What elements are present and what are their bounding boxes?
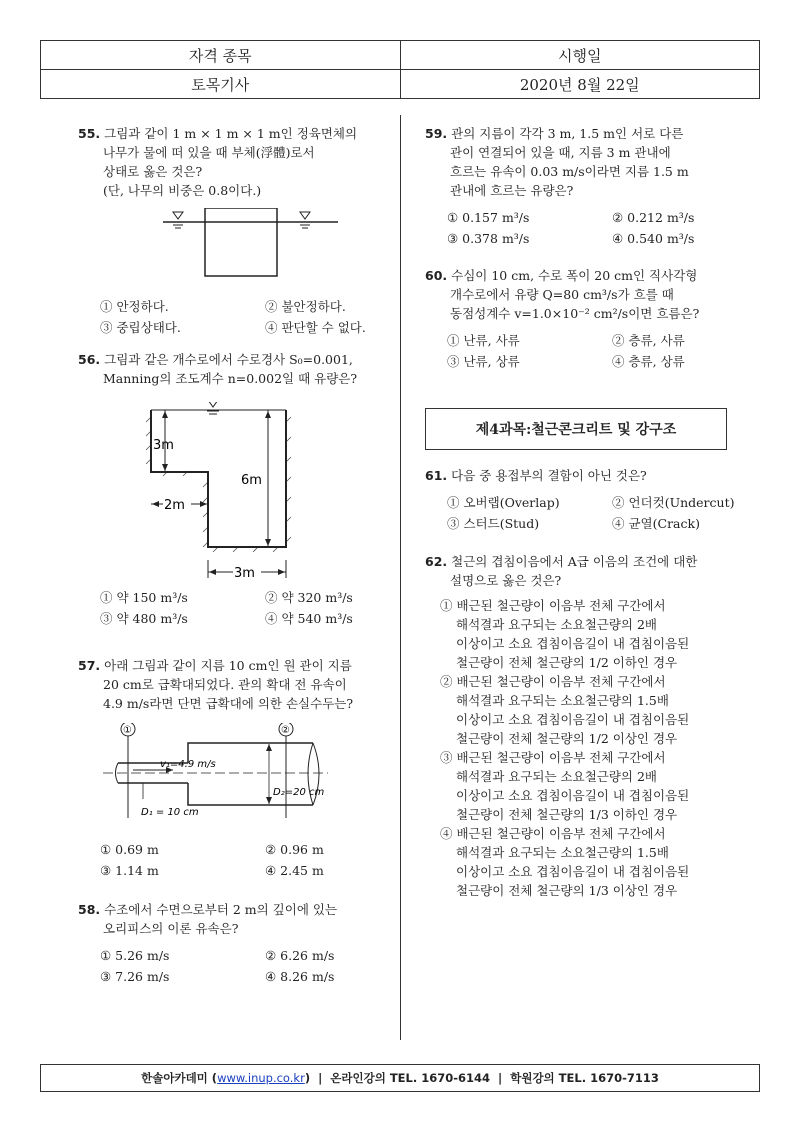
header-exam-date-label: 시행일 — [400, 41, 760, 69]
question-number: 55. — [78, 126, 101, 141]
option-3: ③ 중립상태다. — [100, 320, 181, 335]
option-2-line: 철근량이 전체 철근량의 1/2 이상인 경우 — [456, 731, 678, 746]
option-1-line: 철근량이 전체 철근량의 1/2 이하인 경우 — [456, 655, 678, 670]
section-1-mark: ① — [123, 725, 132, 736]
option-4: ④ 약 540 m³/s — [265, 611, 353, 626]
option-3-line: 철근량이 전체 철근량의 1/3 이하인 경우 — [456, 807, 678, 822]
option-1: ① 0.157 m³/s — [447, 210, 530, 225]
column-divider — [400, 115, 401, 1040]
question-number: 62. — [425, 554, 448, 569]
option-1-line: 이상이고 소요 겹침이음길이 내 겹침이음된 — [456, 636, 690, 651]
option-2: ② 6.26 m/s — [265, 948, 335, 963]
exam-header-table — [40, 40, 760, 99]
option-2-line: 이상이고 소요 겹침이음길이 내 겹침이음된 — [456, 712, 690, 727]
question-number: 58. — [78, 902, 101, 917]
option-4: ④ 0.540 m³/s — [612, 231, 695, 246]
question-59 — [425, 124, 755, 248]
floating-cube-figure — [163, 208, 343, 283]
option-1: ① 0.69 m — [100, 842, 159, 857]
open-channel-figure — [143, 402, 363, 582]
option-4: ④ 8.26 m/s — [265, 969, 335, 984]
option-2: ② 배근된 철근량이 이음부 전체 구간에서 — [440, 674, 666, 689]
velocity-label: v₁=4.9 m/s — [160, 759, 216, 770]
option-4: ④ 2.45 m — [265, 863, 324, 878]
option-3: ③ 약 480 m³/s — [100, 611, 188, 626]
option-1: ① 약 150 m³/s — [100, 590, 188, 605]
question-55 — [78, 124, 393, 337]
question-text: 아래 그림과 같이 지름 10 cm인 원 관이 지름 — [104, 658, 352, 673]
question-text: 동점성계수 v=1.0×10⁻² cm²/s이면 흐름은? — [450, 306, 700, 321]
dim-label-3m-top: 3m — [153, 438, 174, 453]
header-qualification-label: 자격 종목 — [188, 46, 252, 65]
question-number: 59. — [425, 126, 448, 141]
d2-label: D₂=20 cm — [273, 787, 325, 798]
question-58 — [78, 900, 393, 986]
option-1: ① 배근된 철근량이 이음부 전체 구간에서 — [440, 598, 666, 613]
footer-phone-info: ) | 온라인강의 TEL. 1670-6144 | 학원강의 TEL. 1670-7113 — [304, 1071, 659, 1085]
option-1: ① 오버랩(Overlap) — [447, 495, 560, 510]
question-text: 그림과 같은 개수로에서 수로경사 S₀=0.001, — [104, 352, 353, 367]
question-text: 흐르는 유속이 0.03 m/s이라면 지름 1.5 m — [450, 164, 689, 179]
option-1: ① 난류, 사류 — [447, 333, 520, 348]
question-text: 그림과 같이 1 m × 1 m × 1 m인 정육면체의 — [104, 126, 358, 141]
d1-label: D₁ = 10 cm — [141, 807, 199, 818]
option-3-line: 이상이고 소요 겹침이음길이 내 겹침이음된 — [456, 788, 690, 803]
option-2: ② 0.96 m — [265, 842, 324, 857]
question-text: 설명으로 옳은 것은? — [450, 573, 562, 588]
question-text: 개수로에서 유량 Q=80 cm³/s가 흐를 때 — [450, 287, 674, 302]
question-text: 상태로 옳은 것은? — [103, 164, 203, 179]
option-4: ④ 배근된 철근량이 이음부 전체 구간에서 — [440, 826, 666, 841]
question-number: 56. — [78, 352, 101, 367]
option-3: ③ 1.14 m — [100, 863, 159, 878]
question-56 — [78, 350, 393, 628]
question-text: 오리피스의 이론 유속은? — [103, 921, 239, 936]
footer-academy-name: 한솔아카데미 ( — [141, 1071, 218, 1085]
option-1: ① 안정하다. — [100, 299, 169, 314]
dim-label-6m: 6m — [241, 473, 262, 488]
question-57 — [78, 656, 393, 880]
option-2-line: 해석결과 요구되는 소요철근량의 1.5배 — [456, 693, 669, 708]
question-text: 수심이 10 cm, 수로 폭이 20 cm인 직사각형 — [451, 268, 698, 283]
question-text: 20 cm로 급확대되었다. 관의 확대 전 유속이 — [103, 677, 347, 692]
question-text: 수조에서 수면으로부터 2 m의 깊이에 있는 — [104, 902, 338, 917]
footer-contact-bar — [40, 1064, 760, 1092]
option-3: ③ 스터드(Stud) — [447, 516, 540, 531]
question-text: 다음 중 용접부의 결함이 아닌 것은? — [451, 468, 647, 483]
option-2: ② 층류, 사류 — [612, 333, 685, 348]
question-62 — [425, 552, 755, 900]
dim-label-3m-bottom: 3m — [234, 566, 255, 581]
section-2-mark: ② — [281, 725, 290, 736]
question-61 — [425, 466, 755, 533]
option-1-line: 해석결과 요구되는 소요철근량의 2배 — [456, 617, 657, 632]
question-text: Manning의 조도계수 n=0.002일 때 유량은? — [103, 371, 358, 386]
header-exam-date-value: 2020년 8월 22일 — [400, 70, 760, 98]
question-text: 관의 지름이 각각 3 m, 1.5 m인 서로 다른 — [451, 126, 684, 141]
question-number: 60. — [425, 268, 448, 283]
question-number: 61. — [425, 468, 448, 483]
question-text: (단, 나무의 비중은 0.8이다.) — [103, 183, 262, 198]
option-2: ② 언더컷(Undercut) — [612, 495, 735, 510]
pipe-expansion-figure — [103, 723, 348, 828]
option-2: ② 0.212 m³/s — [612, 210, 695, 225]
option-3: ③ 난류, 상류 — [447, 354, 520, 369]
option-4-line: 해석결과 요구되는 소요철근량의 1.5배 — [456, 845, 669, 860]
question-text: 관내에 흐르는 유량은? — [450, 183, 574, 198]
dim-label-2m: 2m — [164, 498, 185, 513]
option-3-line: 해석결과 요구되는 소요철근량의 2배 — [456, 769, 657, 784]
question-number: 57. — [78, 658, 101, 673]
option-3: ③ 0.378 m³/s — [447, 231, 530, 246]
footer-website-link[interactable]: www.inup.co.kr — [217, 1071, 305, 1085]
option-1: ① 5.26 m/s — [100, 948, 170, 963]
subject-title-box: 제4과목:철근콘크리트 및 강구조 — [425, 408, 727, 450]
option-4: ④ 층류, 상류 — [612, 354, 685, 369]
option-4-line: 철근량이 전체 철근량의 1/3 이상인 경우 — [456, 883, 678, 898]
option-3: ③ 배근된 철근량이 이음부 전체 구간에서 — [440, 750, 666, 765]
option-2: ② 약 320 m³/s — [265, 590, 353, 605]
question-text: 4.9 m/s라면 단면 급확대에 의한 손실수두는? — [103, 696, 354, 711]
option-2: ② 불안정하다. — [265, 299, 346, 314]
question-text: 철근의 겹침이음에서 A급 이음의 조건에 대한 — [451, 554, 698, 569]
option-4: ④ 판단할 수 없다. — [265, 320, 366, 335]
option-3: ③ 7.26 m/s — [100, 969, 170, 984]
option-4: ④ 균열(Crack) — [612, 516, 700, 531]
question-60 — [425, 266, 755, 371]
question-text: 관이 연결되어 있을 때, 지름 3 m 관내에 — [450, 145, 671, 160]
option-4-line: 이상이고 소요 겹침이음길이 내 겹침이음된 — [456, 864, 690, 879]
header-qualification-value: 토목기사 — [191, 75, 250, 94]
question-text: 나무가 물에 떠 있을 때 부체(浮體)로서 — [103, 145, 315, 160]
